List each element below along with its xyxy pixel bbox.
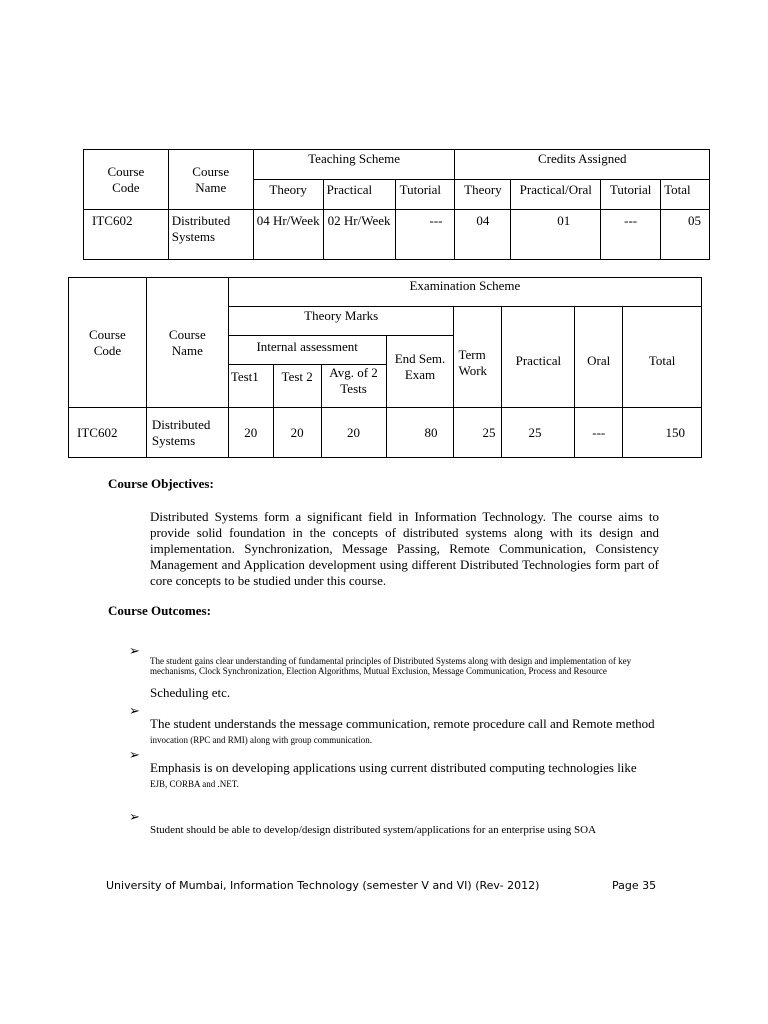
exam-course-code-header: Course Code xyxy=(69,278,147,408)
exam-course-name-cell: Distributed Systems xyxy=(146,408,228,458)
test1-header: Test1 xyxy=(228,365,273,408)
credit-practical-oral-cell: 01 xyxy=(511,210,601,260)
outcome-2-detail: invocation (RPC and RMI) along with group communication. xyxy=(150,735,372,745)
outcome-3-detail: EJB, CORBA and .NET. xyxy=(150,779,239,789)
teaching-practical-cell: 02 Hr/Week xyxy=(323,210,395,260)
exam-course-code-cell: ITC602 xyxy=(69,408,147,458)
outcome-1-detail: The student gains clear understanding of fundamental principles of Distributed Systems along with design and implementation of key mechanisms, Clock Synchronization, Election Algorithms, Mutual Exclusion, Message Communication, Process and Resource xyxy=(150,656,632,676)
bullet-arrow-icon: ➢ xyxy=(129,809,140,824)
end-sem-cell: 80 xyxy=(386,408,454,458)
total-cell: 150 xyxy=(623,408,702,458)
course-name-header: Course Name xyxy=(168,150,253,210)
term-work-cell: 25 xyxy=(454,408,502,458)
exam-course-name-header: Course Name xyxy=(146,278,228,408)
bullet-arrow-icon: ➢ xyxy=(129,747,140,762)
course-outcomes-heading: Course Outcomes: xyxy=(108,603,211,618)
bullet-arrow-icon: ➢ xyxy=(129,703,140,718)
teaching-tutorial-cell: --- xyxy=(395,210,455,260)
course-code-cell: ITC602 xyxy=(84,210,169,260)
teaching-credits-table xyxy=(83,149,710,260)
course-objectives-heading: Course Objectives: xyxy=(108,476,214,491)
examination-scheme-table xyxy=(68,277,702,458)
practical-header: Practical xyxy=(502,307,575,408)
page-number: Page 35 xyxy=(612,879,657,892)
credit-theory-header: Theory xyxy=(455,180,511,210)
term-work-header: Term Work xyxy=(454,307,502,408)
credit-total-header: Total xyxy=(661,180,710,210)
outcome-2-text: The student understands the message communication, remote procedure call and Remote method xyxy=(150,716,655,731)
teaching-theory-cell: 04 Hr/Week xyxy=(253,210,323,260)
total-header: Total xyxy=(623,307,702,408)
credit-practical-oral-header: Practical/Oral xyxy=(511,180,601,210)
credit-theory-cell: 04 xyxy=(455,210,511,260)
avg-tests-cell: 20 xyxy=(321,408,386,458)
footer-text: University of Mumbai, Information Technology (semester V and VI) (Rev- 2012) xyxy=(106,879,540,892)
credits-assigned-header: Credits Assigned xyxy=(455,150,710,180)
outcome-3-text: Emphasis is on developing applications using current distributed computing technologies like xyxy=(150,760,637,775)
outcome-1-end: Scheduling etc. xyxy=(150,685,231,700)
credit-tutorial-header: Tutorial xyxy=(601,180,661,210)
test2-cell: 20 xyxy=(273,408,321,458)
teaching-scheme-header: Teaching Scheme xyxy=(253,150,455,180)
examination-scheme-header: Examination Scheme xyxy=(228,278,701,307)
teaching-practical-header: Practical xyxy=(323,180,395,210)
credit-tutorial-cell: --- xyxy=(601,210,661,260)
theory-marks-header: Theory Marks xyxy=(228,307,454,336)
teaching-tutorial-header: Tutorial xyxy=(395,180,455,210)
end-sem-exam-header: End Sem. Exam xyxy=(386,336,454,408)
test2-header: Test 2 xyxy=(273,365,321,408)
course-objectives-text: Distributed Systems form a significant field in Information Technology. The course aims to provide solid foundation in the concepts of distributed systems along with its design and implementation. Synchronization, Message Passing, Remote Communication, Consistency Management and Application development using different Distributed Technologies form part of core concepts to be studied under this course. xyxy=(150,509,659,588)
test1-cell: 20 xyxy=(228,408,273,458)
credit-total-cell: 05 xyxy=(661,210,710,260)
course-code-header: Course Code xyxy=(84,150,169,210)
outcome-4-text: Student should be able to develop/design distributed system/applications for an enterprise using SOA xyxy=(150,824,597,836)
bullet-arrow-icon: ➢ xyxy=(129,643,140,658)
oral-cell: --- xyxy=(575,408,623,458)
avg-tests-header: Avg. of 2 Tests xyxy=(321,365,386,408)
oral-header: Oral xyxy=(575,307,623,408)
teaching-theory-header: Theory xyxy=(253,180,323,210)
internal-assessment-header: Internal assessment xyxy=(228,336,386,365)
practical-cell: 25 xyxy=(502,408,575,458)
course-name-cell: Distributed Systems xyxy=(168,210,253,260)
